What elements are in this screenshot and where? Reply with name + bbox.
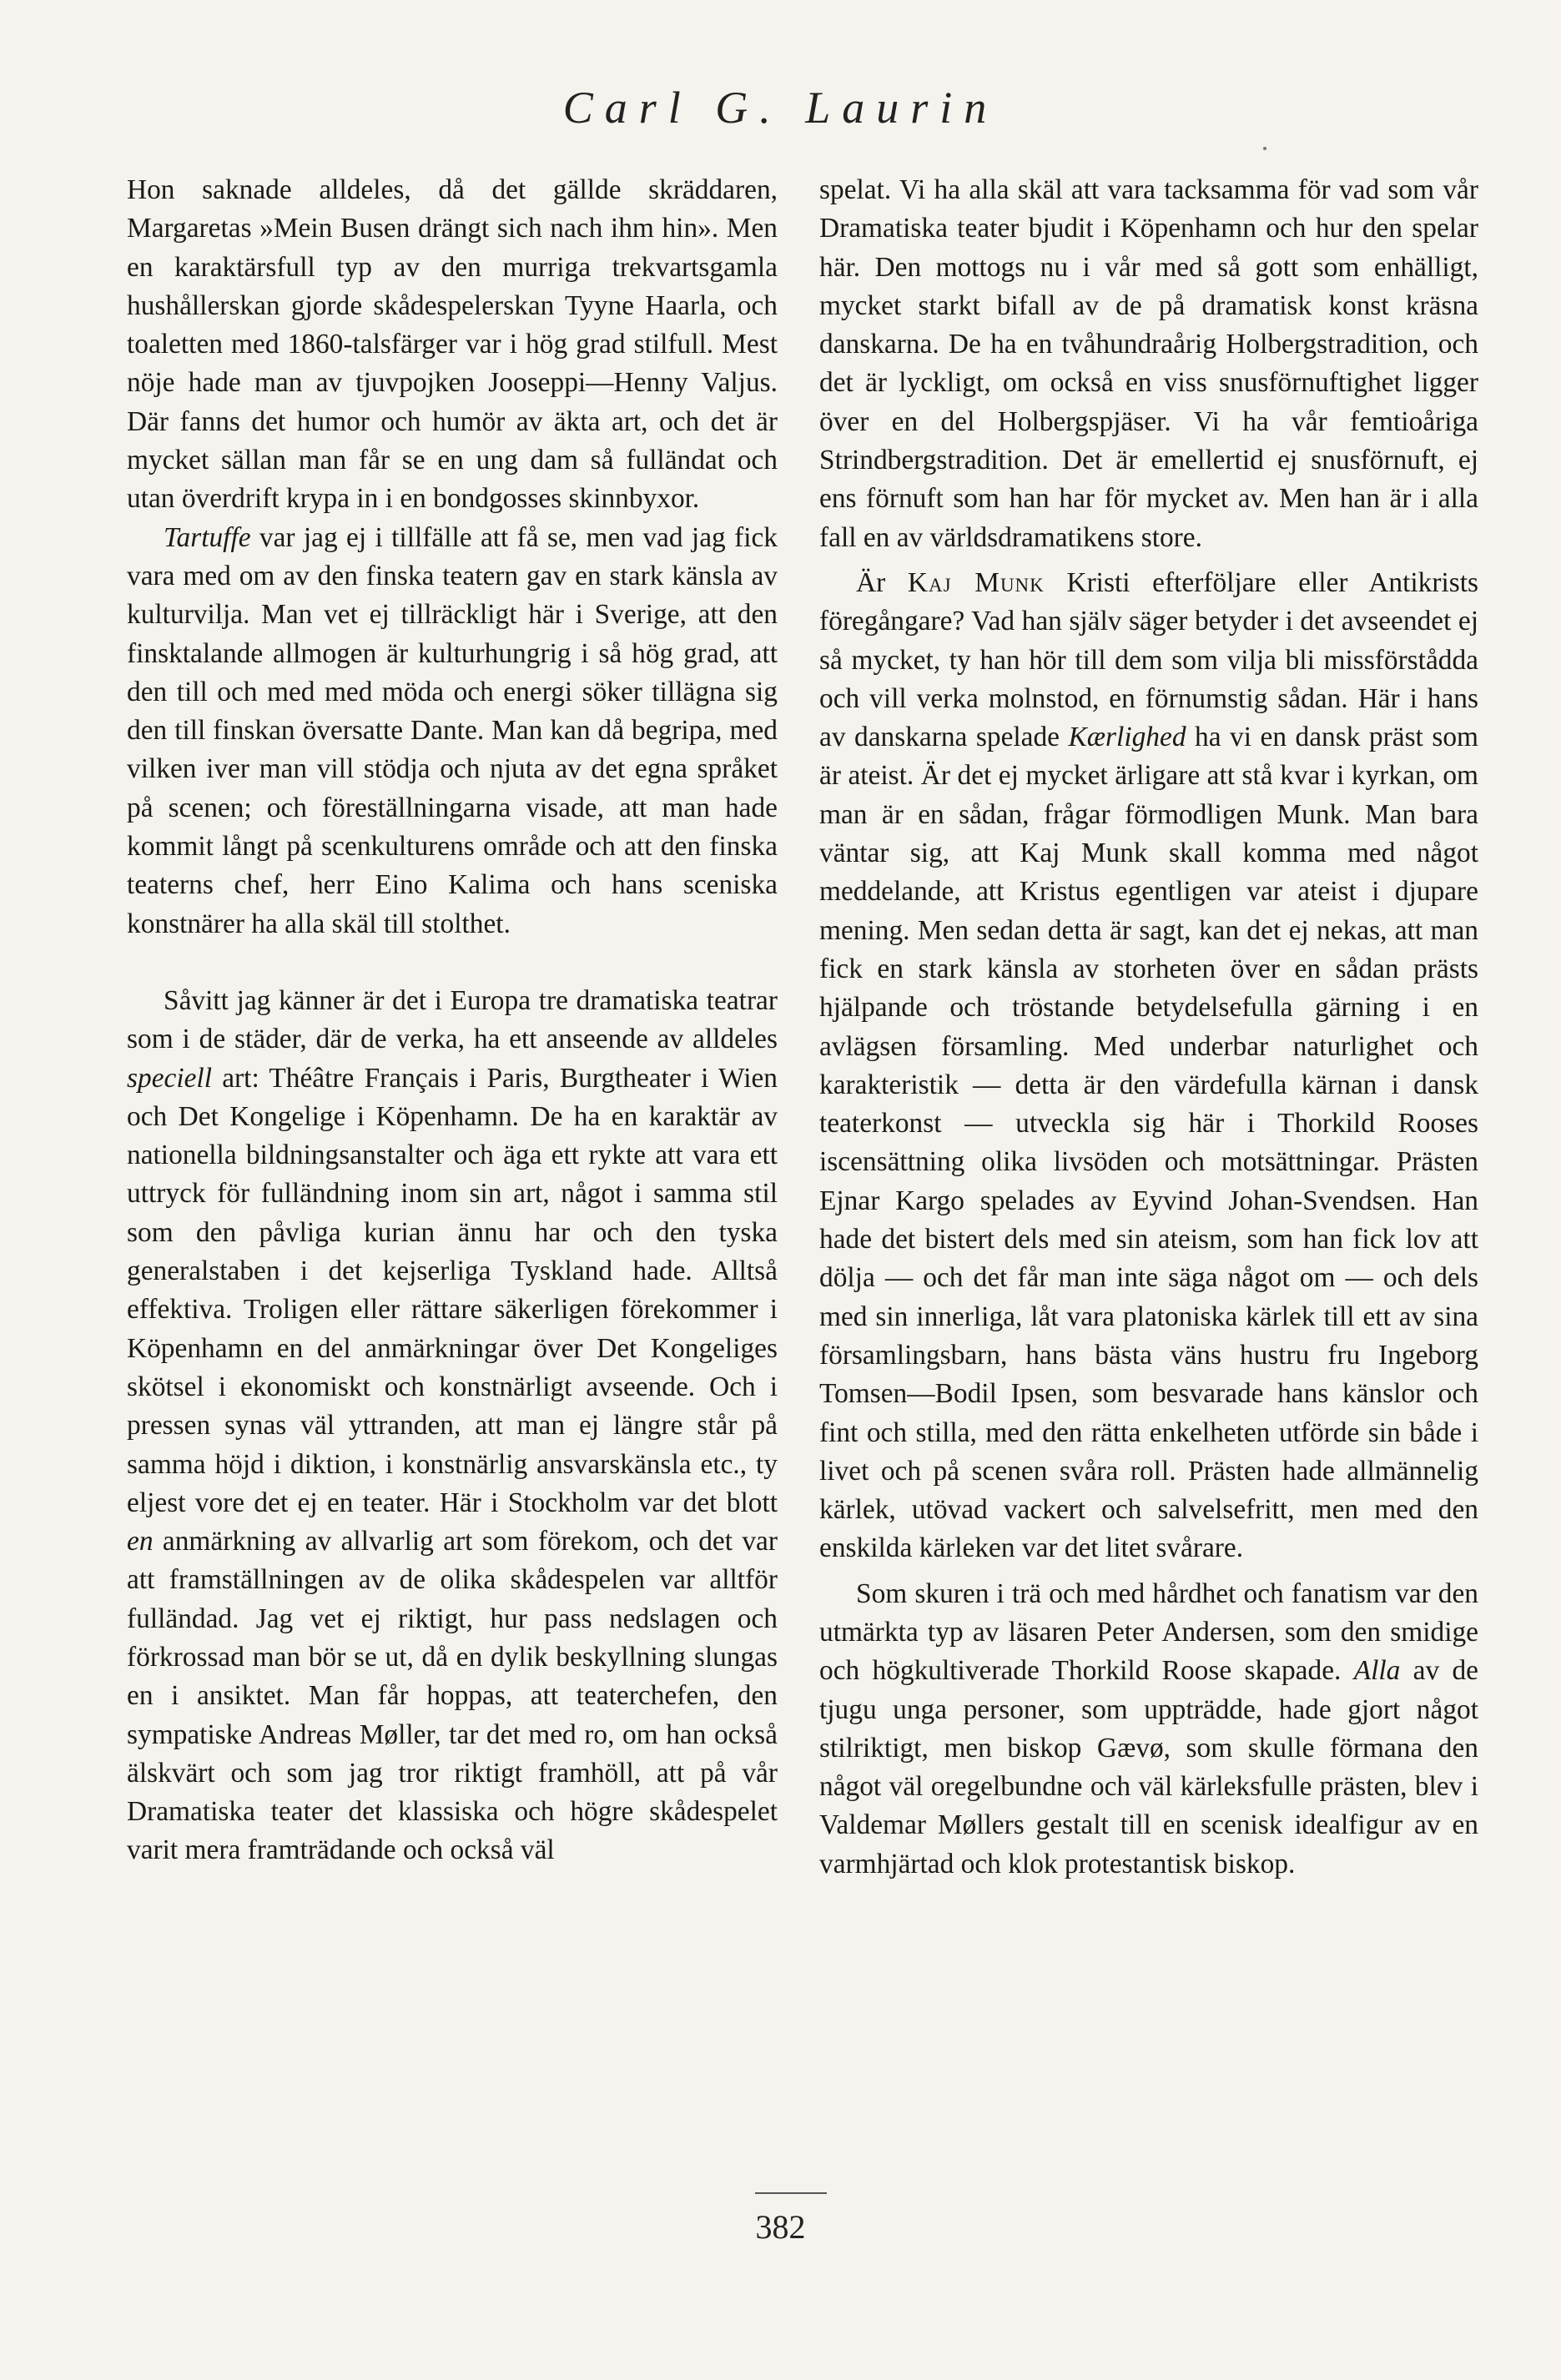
paragraph-text: Är bbox=[856, 566, 908, 598]
paragraph-text: av de tjugu unga personer, som uppträdde, hade gjort något stilriktigt, men biskop Gævø, som skulle förmana den något väl oregelbundne och väl kärleksfulle prästen, blev i Valdemar Møllers gestalt till en scenisk idealfigur av en varmhjärtad och klok protestantisk biskop. bbox=[819, 1655, 1479, 1879]
emphasis: en bbox=[127, 1526, 154, 1557]
paragraph bbox=[127, 171, 778, 519]
paragraph-text: anmärkning av allvarlig art som förekom, och det var att framställningen av de olika skådespelen var alltför fulländad. Jag vet ej riktigt, hur pass nedslagen och förkrossad man bör se ut, då en dylik beskyllning slungas en i ansiktet. Man får hoppas, att teaterchefen, den sympatiske Andreas Møller, tar det med ro, om han också älskvärt och som jag tror riktigt framhöll, att på vår Dramatiska teater det klassiska och högre skådespelet varit mera framträdande och också väl bbox=[127, 1526, 778, 1866]
author-name: Kaj Munk bbox=[907, 566, 1045, 598]
paragraph-text: Hon saknade alldeles, då det gällde skräddaren, Margaretas »Mein Busen drängt sich nach ihm hin». Men en karaktärsfull typ av den murriga trekvartsgamla hushållerskan gjorde skådespelerskan Tyyne Haarla, och toaletten med 1860-talsfärger var i hög grad stilfull. Mest nöje hade man av tjuvpojken Jooseppi—Henny Valjus. Där fanns det humor och humör av äkta art, och det är mycket sällan man får se en ung dam så fulländat och utan överdrift krypa in i en bondgosses skinnbyxor. bbox=[127, 174, 778, 515]
speck-mark bbox=[1263, 147, 1266, 150]
paragraph-text: var jag ej i tillfälle att få se, men vad jag fick vara med om av den finska teatern gav en stark känsla av kulturvilja. Man vet ej tillräckligt här i Sverige, att den finsktalande allmogen är kulturhungrig i så hög grad, att den till och med med möda och energi söker tillägna sig den till finskan översatte Dante. Man kan då begripa, med vilken iver man vill stödja och njuta av det egna språket på scenen; och föreställningarna visade, att man hade kommit långt på scenkulturens område och att den finska teaterns chef, herr Eino Kalima och hans sceniska konstnärer ha alla skäl till stolthet. bbox=[127, 521, 778, 939]
paragraph-text: art: Théâtre Français i Paris, Burgtheater i Wien och Det Kongelige i Köpenhamn. De ha en karaktär av nationella bildningsanstalter och äga ett rykte att vara ett uttryck för fulländning inom sin art, något i samma stil som den påvliga kurian ännu har och den tyska generalstaben i det kejserliga Tyskland hade. Alltså effektiva. Troligen eller rättare säkerligen förekommer i Köpenhamn en del anmärkningar över Det Kongeliges skötsel i ekonomiskt och konstnärligt avseende. Och i pressen synas väl yttranden, att man ej längre står på samma höjd i diktion, i konstnärlig ansvarskänsla etc., ty eljest vore det ej en teater. Här i Stockholm var det blott bbox=[127, 1062, 778, 1518]
emphasis: Alla bbox=[1353, 1655, 1401, 1687]
paragraph-text: Som skuren i trä och med hårdhet och fanatism var den utmärkta typ av läsaren Peter Andersen, som den smidige och högkultiverade Thorkild Roose skapade. bbox=[819, 1577, 1478, 1687]
right-column bbox=[819, 171, 1478, 1884]
paragraph-text: Kristi efterföljare eller Antikrists föregångare? Vad han själv säger betyder i det avseendet ej så mycket, ty han hör till dem som vilja bli missförstådda och vill verka molnstod, en förnumstig sådan. Här i hans av danskarna spelade bbox=[819, 566, 1478, 753]
paragraph bbox=[127, 982, 778, 1870]
paragraph-text: ha vi en dansk präst som är ateist. Är det ej mycket ärligare att stå kvar i kyrkan, om man är en sådan, frågar förmodligen Munk. Man bara väntar sig, att Kaj Munk skall komma med något meddelande, att Kristus egentligen var ateist i djupare mening. Men sedan detta är sagt, kan det ej nekas, att man fick en stark känsla av storheten över en sådan prästs hjälpande och tröstande betydelsefulla gärning i en avlägsen församling. Med underbar naturlighet och karakteristik — detta är den värdefulla kärnan i dansk teaterkonst — utveckla sig här i Thorkild Rooses iscensättning olika livsöden och motsättningar. Prästen Ejnar Kargo spelades av Eyvind Johan-Svendsen. Han hade det bistert dels med sin ateism, som han fick lov att dölja — och det får man inte säga något om — och dels med sin innerliga, låt vara platoniska kärlek till ett av sina församlingsbarn, hans bästa väns hustru fru Ingeborg Tomsen—Bodil Ipsen, som besvarade hans känslor och fint och stilla, med den rätta enkelheten utförde sin både i livet och på scenen svåra roll. Prästen hade allmännelig kärlek, utövad vackert och salvelsefritt, men med den enskilda kärleken var det litet svårare. bbox=[819, 722, 1479, 1564]
play-title: Tartuffe bbox=[164, 521, 251, 553]
paragraph bbox=[819, 171, 1478, 557]
page-number: 382 bbox=[755, 2208, 806, 2246]
paragraph bbox=[819, 1575, 1478, 1884]
paragraph bbox=[127, 519, 778, 943]
paragraph-text: spelat. Vi ha alla skäl att vara tacksamma för vad som vår Dramatiska teater bjudit i Köpenhamn och hur den spelar här. Den mottogs nu i vår med så gott som enhälligt, mycket starkt bifall av de på dramatisk konst kräsna danskarna. De ha en tvåhundraårig Holbergstradition, och det är lyckligt, om också en viss snusförnuftighet ligger över en del Holbergspjäser. Vi ha vår femtioåriga Strindbergstradition. Det är emellertid ej snusförnuft, ej ens förnuft som han har för mycket av. Men han är i alla fall en av världsdramatikens store. bbox=[819, 174, 1478, 553]
paragraph bbox=[819, 564, 1478, 1568]
running-head: Carl G. Laurin bbox=[562, 83, 999, 133]
left-column bbox=[127, 171, 778, 1870]
emphasis: speciell bbox=[127, 1062, 212, 1094]
paragraph-text: Såvitt jag känner är det i Europa tre dramatiska teatrar som i de städer, där de verka, ha ett anseende av alldeles bbox=[127, 984, 778, 1055]
footer-rule bbox=[755, 2192, 827, 2194]
play-title: Kærlighed bbox=[1068, 722, 1186, 753]
